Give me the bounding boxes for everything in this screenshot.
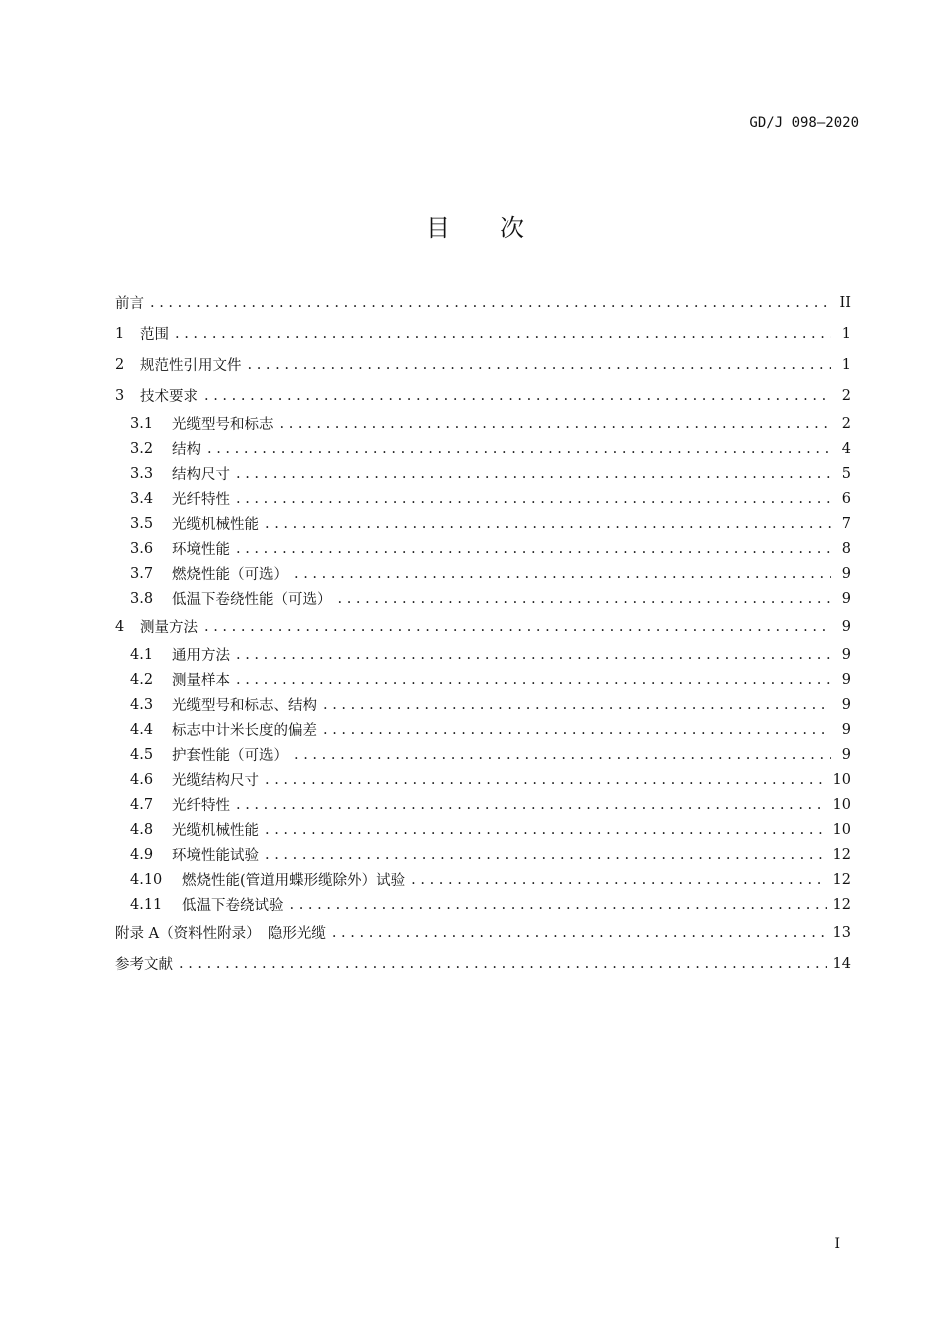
page-number: I	[834, 1236, 840, 1252]
toc-entry-label: 通用方法	[172, 648, 230, 664]
toc-entry-label: 低温下卷绕性能（可选）	[172, 592, 332, 608]
dot-leader	[338, 591, 832, 607]
toc-entry-label: 标志中计米长度的偏差	[172, 723, 317, 739]
toc-entry-page: 10	[832, 771, 851, 788]
toc-entry-page: 12	[832, 846, 851, 863]
toc-entry[interactable]	[115, 511, 851, 536]
page-title: 目次	[426, 214, 574, 242]
toc-entry-label: 光缆结构尺寸	[172, 773, 259, 789]
toc-entry-label: 光纤特性	[172, 798, 230, 814]
dot-leader	[236, 672, 831, 688]
toc-entry[interactable]	[115, 586, 851, 611]
toc-entry[interactable]	[115, 817, 851, 842]
dot-leader	[294, 747, 831, 763]
toc-entry-label: 规范性引用文件	[140, 358, 242, 374]
dot-leader	[236, 466, 831, 482]
toc-entry-page: 9	[841, 696, 851, 713]
toc-entry-number: 4.8	[130, 821, 154, 838]
toc-entry-label: 光缆机械性能	[172, 517, 259, 533]
toc-entry-label: 环境性能试验	[172, 848, 259, 864]
toc-entry-page: 9	[841, 746, 851, 763]
toc-entry-label: 参考文献	[115, 957, 173, 973]
dot-leader	[265, 822, 827, 838]
toc-entry-number: 3.7	[130, 565, 154, 582]
toc-entry-page: 12	[832, 871, 851, 888]
toc-entry-page: 1	[841, 356, 851, 373]
toc-entry[interactable]	[115, 436, 851, 461]
toc-entry[interactable]	[115, 948, 851, 979]
dot-leader	[294, 566, 831, 582]
toc-entry-page: 9	[841, 721, 851, 738]
dot-leader	[411, 872, 826, 888]
toc-entry-number: 4.9	[130, 846, 154, 863]
toc-entry[interactable]	[115, 287, 851, 318]
toc-entry-number: 4.11	[130, 896, 163, 913]
toc-entry-page: 4	[841, 440, 851, 457]
toc-entry[interactable]	[115, 867, 851, 892]
toc-entry-page: 7	[841, 515, 851, 532]
toc-entry[interactable]	[115, 917, 851, 948]
dot-leader	[236, 491, 831, 507]
dot-leader	[323, 697, 831, 713]
toc-entry-label: 结构	[172, 442, 201, 458]
standard-code: GD/J 098—2020	[749, 115, 859, 131]
toc-entry-number: 1	[115, 325, 125, 342]
dot-leader	[236, 541, 831, 557]
dot-leader	[175, 326, 831, 342]
toc-entry[interactable]	[115, 742, 851, 767]
toc-entry-number: 3.5	[130, 515, 154, 532]
toc-entry[interactable]	[115, 349, 851, 380]
toc-entry-number: 3.4	[130, 490, 154, 507]
toc-entry-label: 测量样本	[172, 673, 230, 689]
toc-entry-number: 4.10	[130, 871, 163, 888]
toc-entry[interactable]	[115, 561, 851, 586]
toc-entry-number: 4.5	[130, 746, 154, 763]
toc-entry-page: 13	[832, 924, 851, 941]
toc-entry-label: 测量方法	[140, 620, 198, 636]
toc-entry-number: 4.4	[130, 721, 154, 738]
toc-entry[interactable]	[115, 611, 851, 642]
dot-leader	[290, 897, 827, 913]
toc-entry-page: 10	[832, 796, 851, 813]
toc-entry[interactable]	[115, 692, 851, 717]
toc-entry[interactable]	[115, 767, 851, 792]
dot-leader	[332, 925, 827, 941]
toc-entry-number: 4.7	[130, 796, 154, 813]
toc-entry-page: 9	[841, 618, 851, 635]
toc-entry-label: 附录 A（资料性附录） 隐形光缆	[115, 926, 326, 942]
toc-entry-page: 12	[832, 896, 851, 913]
toc-entry-label: 燃烧性能(管道用蝶形缆除外）试验	[182, 873, 406, 889]
toc-entry-label: 护套性能（可选）	[172, 748, 288, 764]
toc-entry-page: 10	[832, 821, 851, 838]
dot-leader	[204, 619, 831, 635]
toc-entry[interactable]	[115, 842, 851, 867]
toc-entry-label: 光缆型号和标志、结构	[172, 698, 317, 714]
toc-entry-page: 2	[841, 387, 851, 404]
dot-leader	[265, 847, 827, 863]
dot-leader	[265, 772, 827, 788]
toc-entry-number: 4.3	[130, 696, 154, 713]
toc-entry[interactable]	[115, 411, 851, 436]
toc-entry[interactable]	[115, 536, 851, 561]
toc-entry-page: 14	[832, 955, 851, 972]
toc-entry[interactable]	[115, 667, 851, 692]
toc-entry[interactable]	[115, 892, 851, 917]
toc-entry-label: 光纤特性	[172, 492, 230, 508]
toc-entry-number: 3.1	[130, 415, 154, 432]
toc-entry-page: II	[839, 294, 851, 311]
toc-entry-label: 光缆型号和标志	[172, 417, 274, 433]
dot-leader	[280, 416, 832, 432]
toc-entry-number: 3	[115, 387, 125, 404]
toc-entry-number: 4.6	[130, 771, 154, 788]
toc-entry[interactable]	[115, 486, 851, 511]
toc-entry-label: 技术要求	[140, 389, 198, 405]
toc-entry-page: 1	[841, 325, 851, 342]
toc-entry-page: 2	[841, 415, 851, 432]
toc-entry-page: 9	[841, 671, 851, 688]
toc-entry-label: 燃烧性能（可选）	[172, 567, 288, 583]
toc-entry[interactable]	[115, 318, 851, 349]
toc-entry-number: 4.1	[130, 646, 154, 663]
toc-entry-number: 3.3	[130, 465, 154, 482]
toc-entry[interactable]	[115, 380, 851, 411]
toc-entry[interactable]	[115, 642, 851, 667]
toc-entry-label: 环境性能	[172, 542, 230, 558]
toc-entry-number: 4	[115, 618, 125, 635]
toc-entry[interactable]	[115, 792, 851, 817]
dot-leader	[179, 956, 827, 972]
toc-entry-label: 结构尺寸	[172, 467, 230, 483]
toc-entry-page: 5	[841, 465, 851, 482]
dot-leader	[236, 647, 831, 663]
toc-entry-page: 9	[841, 646, 851, 663]
toc-entry-label: 范围	[140, 327, 169, 343]
toc-entry-number: 4.2	[130, 671, 154, 688]
dot-leader	[248, 357, 832, 373]
toc-entry-page: 9	[841, 565, 851, 582]
dot-leader	[323, 722, 831, 738]
dot-leader	[204, 388, 831, 404]
dot-leader	[207, 441, 831, 457]
toc-entry-label: 光缆机械性能	[172, 823, 259, 839]
toc-entry-number: 3.6	[130, 540, 154, 557]
toc-entry-number: 3.8	[130, 590, 154, 607]
dot-leader	[265, 516, 831, 532]
toc-entry[interactable]	[115, 461, 851, 486]
toc-entry-number: 2	[115, 356, 125, 373]
toc-entry-number: 3.2	[130, 440, 154, 457]
table-of-contents	[115, 287, 851, 979]
toc-entry-page: 6	[841, 490, 851, 507]
dot-leader	[150, 295, 831, 311]
toc-entry-label: 低温下卷绕试验	[182, 898, 284, 914]
toc-entry-page: 9	[841, 590, 851, 607]
toc-entry[interactable]	[115, 717, 851, 742]
toc-entry-label: 前言	[115, 296, 144, 312]
toc-entry-page: 8	[841, 540, 851, 557]
dot-leader	[236, 797, 827, 813]
